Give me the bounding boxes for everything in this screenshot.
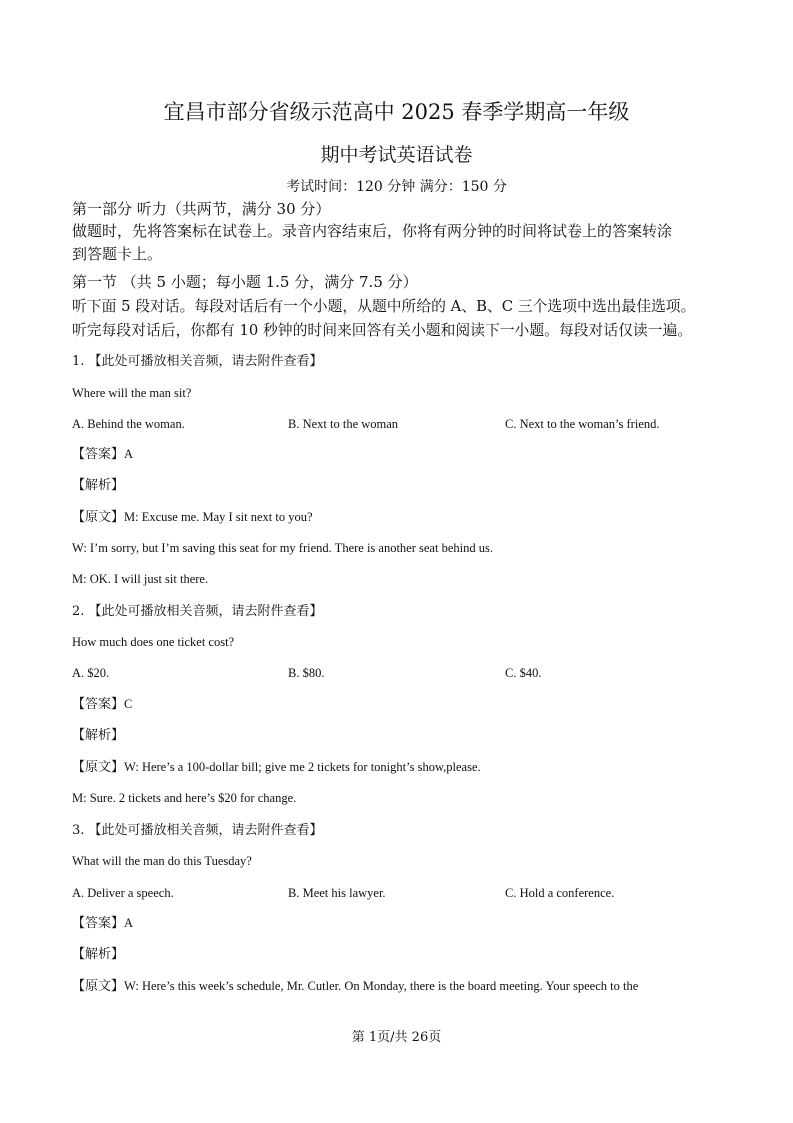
question-1-answer [72,445,133,464]
question-1-transcript-line1 [72,508,313,527]
question-2-analysis [72,726,124,745]
question-2-option-c: C. $40. [505,666,542,680]
answer-value: A [124,916,134,930]
document-subtitle: 期中考试英语试卷 [320,144,473,166]
question-1-analysis [72,476,124,495]
transcript-tag: 【原文】 [72,979,125,994]
answer-tag: 【答案】 [72,447,125,462]
question-2-transcript-line1 [72,758,481,777]
transcript-tag: 【原文】 [72,510,125,525]
part1-heading: 第一部分 听力（共两节，满分 30 分） [72,200,331,218]
question-2-label: 2. 【此处可播放相关音频，请去附件查看】 [72,604,323,619]
question-2-answer [72,695,132,714]
question-3-transcript-line1 [72,977,638,996]
section1-heading: 第一节 （共 5 小题；每小题 1.5 分，满分 7.5 分） [72,273,418,291]
exam-meta: 考试时间：120 分钟 满分：150 分 [286,179,507,195]
answer-value: A [124,447,134,461]
question-3-analysis [72,945,124,964]
question-1-option-c: C. Next to the woman’s friend. [505,417,660,431]
question-3-label: 3. 【此处可播放相关音频，请去附件查看】 [72,823,323,838]
transcript-tag: 【原文】 [72,760,125,775]
transcript-text: M: Excuse me. May I sit next to you? [124,510,313,524]
question-2-transcript-line2: M: Sure. 2 tickets and here’s $20 for change. [72,791,297,805]
question-2-text: How much does one ticket cost? [72,635,235,649]
question-3-option-b: B. Meet his lawyer. [288,886,386,900]
section1-text-line2: 听完每段对话后，你都有 10 秒钟的时间来回答有关小题和阅读下一小题。每段对话仅读一遍。 [72,322,693,339]
question-1-option-b: B. Next to the woman [288,417,399,431]
transcript-text: W: Here’s this week’s schedule, Mr. Cutler. On Monday, there is the board meeting. Your speech to the [124,979,639,993]
page-footer: 第 1页/共 26页 [351,1030,442,1045]
analysis-tag: 【解析】 [72,947,125,962]
answer-value: C [124,697,133,711]
question-1-text: Where will the man sit? [72,386,192,400]
question-3-option-a: A. Deliver a speech. [72,886,174,900]
transcript-text: W: Here’s a 100-dollar bill; give me 2 tickets for tonight’s show,please. [124,760,481,774]
analysis-tag: 【解析】 [72,478,125,493]
question-1-label: 1. 【此处可播放相关音频，请去附件查看】 [72,354,323,369]
answer-tag: 【答案】 [72,697,125,712]
answer-tag: 【答案】 [72,916,125,931]
analysis-tag: 【解析】 [72,728,125,743]
question-1-option-a: A. Behind the woman. [72,417,185,431]
part1-instruction-line1: 做题时，先将答案标在试卷上。录音内容结束后，你将有两分钟的时间将试卷上的答案转涂 [72,222,673,240]
question-1-transcript-line2: W: I’m sorry, but I’m saving this seat for my friend. There is another seat behind us. [72,541,493,555]
question-3-answer [72,914,133,933]
part1-instruction-line2: 到答题卡上。 [72,245,163,263]
question-1-transcript-line3: M: OK. I will just sit there. [72,572,209,586]
question-2-option-a: A. $20. [72,666,110,680]
section1-text-line1: 听下面 5 段对话。每段对话后有一个小题，从题中所给的 A、B、C 三个选项中选出最佳选项。 [72,298,696,315]
document-title: 宜昌市部分省级示范高中 2025 春季学期高一年级 [163,100,630,124]
question-3-option-c: C. Hold a conference. [505,886,615,900]
question-3-text: What will the man do this Tuesday? [72,854,252,868]
question-2-option-b: B. $80. [288,666,325,680]
